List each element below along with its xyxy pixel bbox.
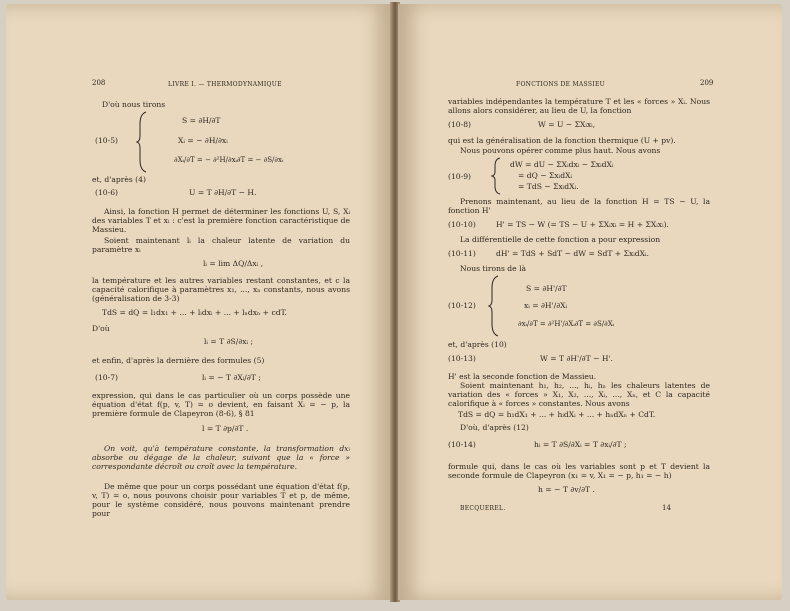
right-page-number: 209: [700, 79, 714, 87]
eq-10-8-label: (10-8): [448, 120, 471, 129]
intro-text: D'où nous tirons: [102, 100, 166, 109]
right-brace-1-icon: [491, 156, 503, 196]
para-variables: variables indépendantes la température T et les « forces » Xᵢ. Nous allons alors considérer, au lieu de U, la fonction: [448, 97, 710, 115]
eq-10-6-label: (10-6): [95, 188, 118, 197]
eq-10-12-line2: xᵢ = ∂H'/∂Xᵢ: [524, 301, 568, 310]
para-expression: expression, qui dans le cas particulier où un corps possède une équation d'état f(p, v, T) = o devient, en faisant Xᵢ = − p, la première formule de Clapeyron (8-6), § 81: [92, 391, 350, 418]
eq-10-9-line1: dW = dU − ΣXᵢdxᵢ − ΣxᵢdXᵢ: [510, 160, 614, 169]
para-on-voit: On voit, qu'à température constante, la transformation dxᵢ absorbe ou dégage de la chaleur, suivant que la « force » correspondante décroît ou croît avec la température.: [92, 444, 350, 471]
right-brace-2-icon: [488, 274, 502, 338]
para-seconde-fonction: H' est la seconde fonction de Massieu.: [448, 372, 597, 381]
eq-tds-left: TdS = dQ = l₁dx₁ + ... + lᵢdxᵢ + ... + lₙdxₙ + cdT.: [102, 308, 287, 317]
eq-clapeyron-2: h = − T ∂v/∂T .: [538, 485, 595, 494]
eq-10-7: lᵢ = − T ∂Xᵢ/∂T ;: [202, 373, 261, 382]
para-temperature: la température et les autres variables restant constantes, et c la capacité calorifique à paramètres x₁, ..., xₙ constants, nous avons (généralisation de 3-3): [92, 276, 350, 303]
para-enfin: et enfin, d'après la dernière des formules (5): [92, 356, 265, 365]
eq-10-7-label: (10-7): [95, 373, 118, 382]
left-running-header: LIVRE I. — THERMODYNAMIQUE: [168, 81, 282, 88]
para-formule: formule qui, dans le cas où les variables sont p et T devient la seconde formule de Clapeyron (x₁ = v, X₁ = − p, h₁ = − h): [448, 462, 710, 480]
para-differentielle: La différentielle de cette fonction a pour expression: [460, 235, 661, 244]
eq-10-5-line1: S = ∂H/∂T: [182, 116, 221, 125]
para-chaleurs-latentes: Soient maintenant h₁, h₂, ..., hᵢ, hₙ les chaleurs latentes de variation des « forces » X₁, X₂, ..., Xᵢ, ..., Xₙ, et C la capacité calorifique à « forces » constantes. Nous avons: [448, 381, 710, 408]
eq-10-12-line1: S = ∂H'/∂T: [526, 284, 567, 293]
eq-li-2: lᵢ = T ∂S/∂xᵢ ;: [204, 337, 254, 346]
eq-10-11: dH' = TdS + SdT − dW = SdT + ΣxᵢdXᵢ.: [496, 249, 649, 258]
eq-10-12-line3: ∂xᵢ/∂T = ∂²H'/∂Xᵢ∂T = ∂S/∂Xᵢ: [518, 320, 615, 328]
eq-10-9-line3: = TdS − ΣxᵢdXᵢ.: [518, 182, 579, 191]
eq-10-13: W = T ∂H'/∂T − H'.: [540, 354, 613, 363]
apres-10: et, d'après (10): [448, 340, 507, 349]
para-prenons: Prenons maintenant, au lieu de la fonction H = TS − U, la fonction H': [448, 197, 710, 215]
eq-10-5-line2: Xᵢ = − ∂H/∂xᵢ: [178, 136, 228, 145]
para-fonction-h: Ainsi, la fonction H permet de déterminer les fonctions U, S, Xᵢ des variables T et xᵢ : c'est la première fonction caractéristique de Massieu.: [92, 207, 350, 234]
eq-10-12-label: (10-12): [448, 301, 476, 310]
para-de-meme: De même que pour un corps possédant une équation d'état f(p, v, T) = o, nous pouvons choisir pour variables T et p, de même, pour le système considéré, nous pouvons maintenant prendre pour: [92, 482, 350, 518]
eq-10-13-label: (10-13): [448, 354, 476, 363]
eq-10-14: hᵢ = T ∂S/∂Xᵢ = T ∂xᵢ/∂T ;: [534, 440, 627, 449]
left-page: [6, 4, 392, 600]
left-brace-icon: [136, 110, 150, 174]
eq-10-11-label: (10-11): [448, 249, 476, 258]
para-generalisation: qui est la généralisation de la fonction thermique (U + pv).: [448, 136, 676, 145]
para-chaleur-latente: Soient maintenant lᵢ la chaleur latente de variation du paramètre xᵢ: [92, 236, 350, 254]
para-tirons: Nous tirons de là: [460, 264, 527, 273]
eq-10-14-label: (10-14): [448, 440, 476, 449]
eq-clapeyron-1: l = T ∂p/∂T .: [202, 424, 249, 433]
right-running-header: FONCTIONS DE MASSIEU: [516, 81, 605, 88]
eq-10-9-line2: = dQ − ΣxᵢdXᵢ: [518, 171, 573, 180]
eq-10-6: U = T ∂H/∂T − H.: [189, 188, 257, 197]
eq-10-8: W = U − ΣXᵢxᵢ,: [538, 120, 596, 129]
eq-10-10-label: (10-10): [448, 220, 476, 229]
right-page: [398, 4, 782, 600]
left-page-number: 208: [92, 79, 106, 87]
eq-10-5-label: (10-5): [95, 136, 118, 145]
dou-text: D'où: [92, 324, 110, 333]
eq-10-5-line3: ∂Xᵢ/∂T = − ∂²H/∂xᵢ∂T = − ∂S/∂xᵢ: [174, 156, 284, 164]
eq-10-10: H' = TS − W (= TS − U + ΣXᵢxᵢ = H + ΣXᵢxᵢ).: [496, 220, 669, 229]
footer-name: BECQUEREL.: [460, 505, 506, 512]
eq-tds-right: TdS = dQ = h₁dX₁ + ... + hᵢdXᵢ + ... + hₙdXₙ + CdT.: [458, 410, 656, 419]
apres-4: et, d'après (4): [92, 175, 146, 184]
para-operer: Nous pouvons opérer comme plus haut. Nous avons: [460, 146, 661, 155]
eq-li-lim: lᵢ = lim ΔQ/Δxᵢ ,: [203, 259, 264, 268]
eq-10-9-label: (10-9): [448, 172, 471, 181]
footer-signature: 14: [662, 504, 671, 512]
dou-apres-12: D'où, d'après (12): [460, 423, 529, 432]
